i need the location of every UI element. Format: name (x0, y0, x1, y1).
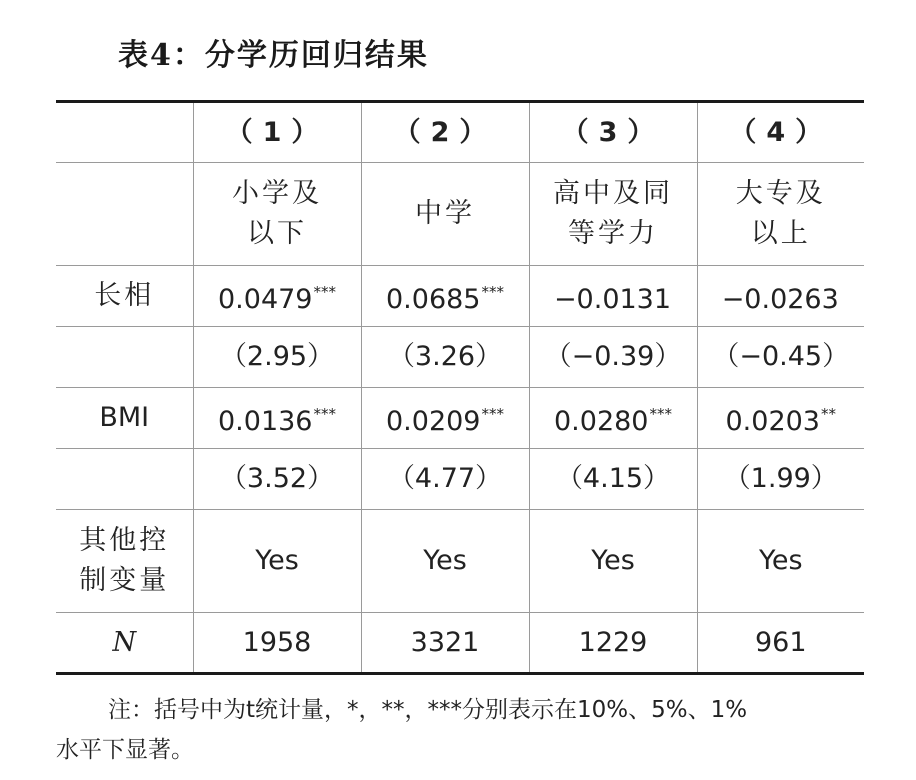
controls-cell: Yes (361, 510, 529, 613)
coef-cell: 0.0136*** (193, 388, 361, 449)
column-number-3: （3） (529, 102, 697, 163)
t-stat-cell: （4.15） (529, 449, 697, 510)
significance-stars: *** (313, 405, 336, 423)
appearance-t-row (56, 327, 864, 388)
coef-cell: 0.0203** (697, 388, 864, 449)
coef-cell: −0.0131 (529, 266, 697, 327)
column-label-2: 中学 (361, 163, 529, 266)
t-stat-cell: （−0.45） (697, 327, 864, 388)
column-number-2: （2） (361, 102, 529, 163)
coef-cell: 0.0685*** (361, 266, 529, 327)
controls-cell: Yes (697, 510, 864, 613)
column-label-4: 大专及 以上 (697, 163, 864, 266)
column-label-1: 小学及 以下 (193, 163, 361, 266)
corner-cell (56, 102, 193, 163)
controls-row (56, 510, 864, 613)
t-stat-cell: （3.26） (361, 327, 529, 388)
t-stat-cell: （1.99） (697, 449, 864, 510)
row-label-appearance: 长相 (56, 266, 193, 327)
n-row (56, 613, 864, 674)
controls-cell: Yes (529, 510, 697, 613)
empty-label-cell (56, 327, 193, 388)
n-cell: 961 (697, 613, 864, 674)
n-cell: 3321 (361, 613, 529, 674)
significance-stars: *** (481, 405, 504, 423)
coef-cell: 0.0479*** (193, 266, 361, 327)
column-label-row (56, 163, 864, 266)
appearance-coef-row (56, 266, 864, 327)
row-label-bmi: BMI (56, 388, 193, 449)
column-label-3: 高中及同 等学力 (529, 163, 697, 266)
column-number-1: （1） (193, 102, 361, 163)
bmi-t-row (56, 449, 864, 510)
table-note (56, 690, 856, 770)
column-number-row (56, 102, 864, 163)
table-title: 表4：分学历回归结果 (118, 38, 429, 73)
regression-table (56, 100, 864, 675)
coef-cell: 0.0280*** (529, 388, 697, 449)
bmi-coef-row (56, 388, 864, 449)
t-stat-cell: （4.77） (361, 449, 529, 510)
row-label-n: N (56, 613, 193, 674)
n-cell: 1229 (529, 613, 697, 674)
corner-cell-2 (56, 163, 193, 266)
note-line-1: 注：括号中为t统计量，*，**，***分别表示在10%、5%、1% (108, 697, 748, 723)
column-number-4: （4） (697, 102, 864, 163)
note-line-2: 水平下显著。 (56, 737, 194, 763)
empty-label-cell (56, 449, 193, 510)
significance-stars: *** (481, 283, 504, 301)
coef-cell: 0.0209*** (361, 388, 529, 449)
significance-stars: *** (313, 283, 336, 301)
t-stat-cell: （2.95） (193, 327, 361, 388)
significance-stars: ** (820, 405, 836, 423)
controls-cell: Yes (193, 510, 361, 613)
t-stat-cell: （3.52） (193, 449, 361, 510)
t-stat-cell: （−0.39） (529, 327, 697, 388)
coef-cell: −0.0263 (697, 266, 864, 327)
row-label-controls: 其他控 制变量 (56, 510, 193, 613)
n-cell: 1958 (193, 613, 361, 674)
significance-stars: *** (649, 405, 672, 423)
